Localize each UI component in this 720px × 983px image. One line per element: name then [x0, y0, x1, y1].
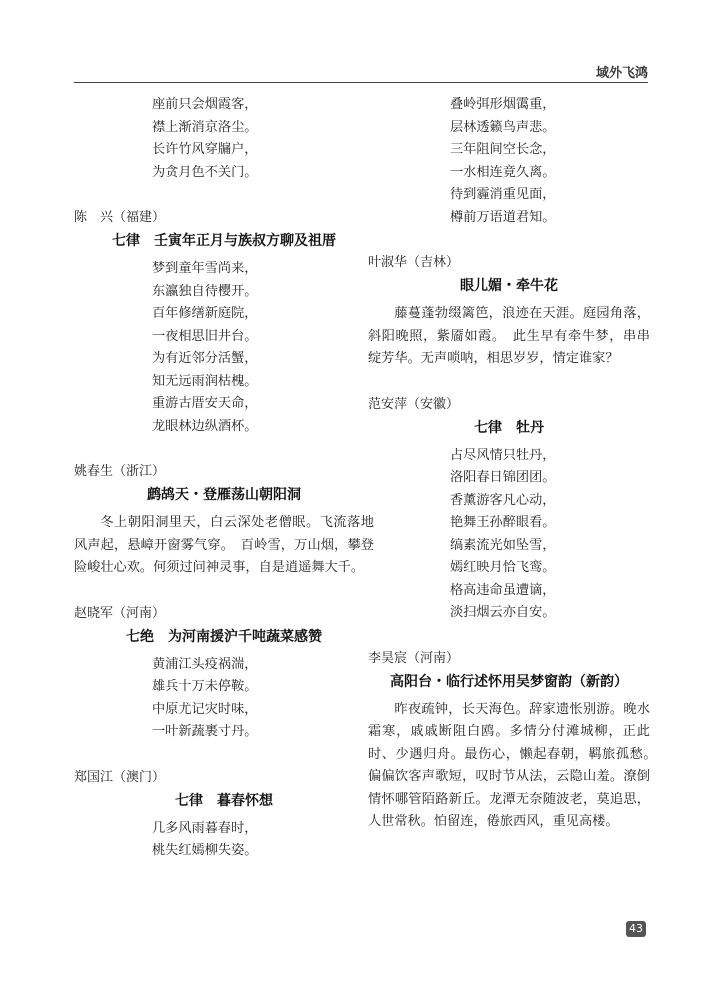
- verse-line: 重游古厝安天命，: [152, 396, 258, 411]
- poem-fan-anping: [368, 395, 650, 625]
- verse-line: 为有近邻分活蟹，: [152, 351, 258, 366]
- verse-line: 缟素流光如坠雪，: [450, 537, 556, 553]
- verse-line: 为贪月色不关门。: [152, 164, 258, 180]
- page-number-badge: 43: [626, 921, 646, 937]
- poem-prose: 藤蔓蓬勃缀篱笆，浪迹在天涯。庭园角落，斜阳晚照，紫靥如霞。 此生早有牵牛梦，串串绽芳华。无声唢呐，相思岁岁，情定谁家？: [368, 306, 650, 366]
- poem-author: 李昊宸（河南）: [368, 650, 460, 666]
- header-title: 域外飞鸿: [595, 66, 648, 81]
- left-column: [74, 94, 374, 887]
- poem-continuation: [74, 94, 374, 184]
- verse-line: 淡扫烟云亦自安。: [450, 605, 556, 620]
- verse-line: 香薰游客凡心动，: [450, 492, 556, 508]
- verse-line: 襟上渐消京洛尘。: [152, 119, 258, 135]
- poem-zhao-xiaojun: [74, 604, 374, 744]
- verse-line: 桃失红嫣柳失姿。: [152, 843, 258, 858]
- poem-li-haochen: [368, 649, 664, 834]
- poem-ye-shuhua: [368, 253, 650, 371]
- verse-line: 占尽风情只牡丹，: [450, 447, 556, 463]
- poem-title: 七律 牡丹: [474, 419, 544, 436]
- verse-line: 几多风雨暮春时，: [152, 820, 258, 836]
- poem-author: 叶淑华（吉林）: [368, 255, 460, 270]
- verse-line: 层林透籁鸟声悲。: [450, 119, 556, 135]
- poem-author: 陈 兴（福建）: [74, 210, 166, 225]
- poem-prose: 冬上朝阳洞里天，白云深处老僧眠。飞流落地风声起，悬嶂开窗雾气穿。 百岭雪，万山烟，攀登险峻壮心欢。何须过问神灵事，自是逍遥舞大千。: [74, 515, 374, 575]
- verse-line: 长许竹风穿牖户，: [152, 142, 258, 157]
- verse-line: 中原尤记灾时味，: [152, 701, 258, 717]
- poem-chen-xing: [74, 208, 374, 438]
- verse-line: 樽前万语道君知。: [450, 209, 556, 225]
- poem-prose: 昨夜疏钟，长天海色。辞家遗怅别游。晚水霜寒，戚戚断阻白鸥。多情分付滩城柳，正此时、少遇归舟。最伤心，懒起春朝，羁旅孤愁。 偏偏饮客声歌短，叹时节从法，云隐山羞。潦倒情怀哪管陌路新丘。龙潭无奈随波老，莫追思，人世常秋。怕留连，倦旅西风，重见高楼。: [368, 701, 664, 829]
- poem-title: 高阳台・临行述怀用吴梦窗韵（新韵）: [390, 673, 628, 690]
- verse-line: 洛阳春日锦团团。: [450, 470, 556, 485]
- verse-line: 梦到童年雪尚来，: [152, 261, 258, 276]
- poem-author: 郑国江（澳门）: [74, 769, 166, 785]
- poem-title: 眼儿媚・牵牛花: [460, 278, 558, 294]
- verse-line: 一叶新蔬裹寸丹。: [152, 724, 258, 739]
- verse-line: 雄兵十万未停鞍。: [152, 679, 258, 694]
- poem-author: 姚春生（浙江）: [74, 464, 166, 479]
- poem-zheng-guojiang: [74, 768, 374, 863]
- verse-line: 座前只会烟霞客，: [152, 97, 258, 112]
- poem-title: 七绝 为河南援沪千吨蔬菜感赞: [126, 628, 322, 645]
- poem-yao-chunsheng: [74, 462, 374, 580]
- poem-title: 鹧鸪天・登雁荡山朝阳洞: [147, 487, 301, 503]
- verse-line: 黄浦江头疫祸湍，: [152, 656, 258, 672]
- poem-title: 七律 壬寅年正月与族叔方聊及祖厝: [112, 233, 336, 249]
- poem-title: 七律 暮春怀想: [175, 792, 273, 809]
- verse-line: 艳舞王孙醉眼看。: [450, 515, 556, 530]
- verse-line: 格高违命虽遭谪，: [450, 582, 556, 598]
- verse-line: 嫣红映月恰飞鸾。: [450, 560, 556, 575]
- poem-author: 范安萍（安徽）: [368, 396, 460, 412]
- verse-line: 一夜相思旧井台。: [152, 328, 258, 344]
- verse-line: 知无远雨润枯槐。: [152, 373, 258, 389]
- verse-line: 一水相连竟久离。: [450, 164, 556, 180]
- right-column: [368, 94, 664, 858]
- verse-line: 龙眼林边纵酒杯。: [152, 418, 258, 434]
- verse-line: 三年阻间空长念，: [450, 142, 556, 157]
- verse-line: 叠岭弭形烟霭重，: [450, 97, 556, 112]
- verse-line: 东瀛独自待樱开。: [152, 283, 258, 299]
- verse-line: 待到霾消重见面，: [450, 187, 556, 202]
- poem-author: 赵晓军（河南）: [74, 605, 166, 621]
- verse-line: 百年修缮新庭院，: [152, 306, 258, 321]
- running-header: [74, 60, 648, 83]
- poem-continuation: [368, 94, 650, 229]
